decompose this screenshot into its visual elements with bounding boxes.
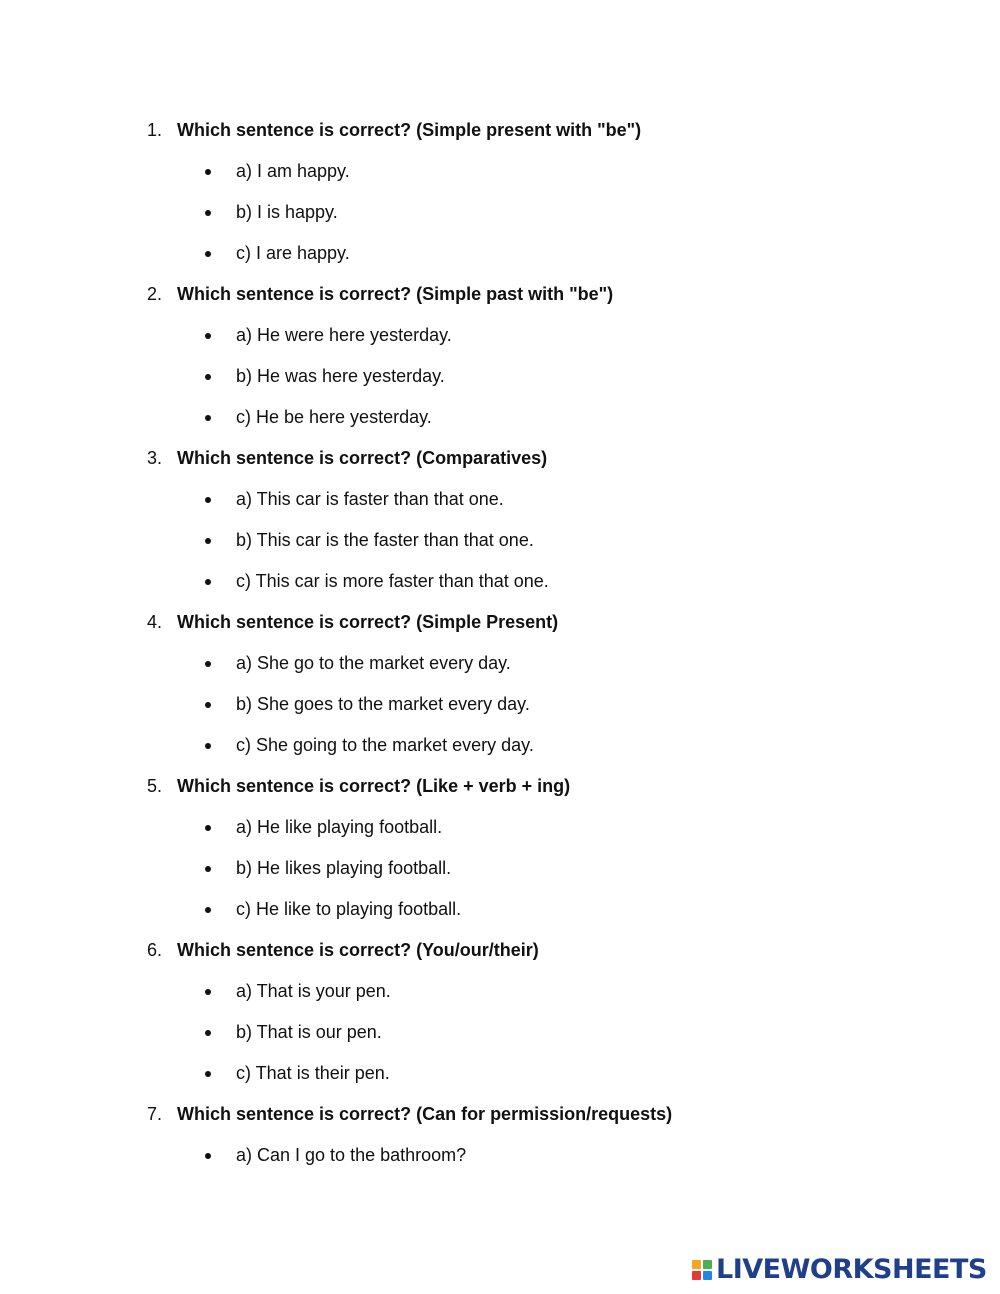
bullet-icon (205, 579, 211, 585)
bullet-icon (205, 333, 211, 339)
answer-option[interactable] (0, 686, 1000, 727)
option-text: c) I are happy. (236, 243, 350, 263)
bullet-icon (205, 251, 211, 257)
question-text: Which sentence is correct? (Comparatives) (177, 448, 548, 468)
bullet-icon (205, 825, 211, 831)
answer-option[interactable] (0, 153, 1000, 194)
option-text: b) He was here yesterday. (236, 366, 445, 386)
question-header (0, 440, 1000, 481)
option-text: a) He were here yesterday. (236, 325, 452, 345)
question-number: 6. (147, 940, 163, 960)
question-number: 5. (147, 776, 163, 796)
answer-option[interactable] (0, 1014, 1000, 1055)
bullet-icon (205, 169, 211, 175)
option-list (0, 317, 1000, 440)
answer-option[interactable] (0, 850, 1000, 891)
question-header (0, 112, 1000, 153)
option-text: c) He be here yesterday. (236, 407, 432, 427)
option-text: b) This car is the faster than that one. (236, 530, 534, 550)
question-text: Which sentence is correct? (Simple past with "be") (177, 284, 614, 304)
answer-option[interactable] (0, 1055, 1000, 1096)
question-number: 7. (147, 1104, 163, 1124)
question-item (0, 768, 1000, 932)
bullet-icon (205, 661, 211, 667)
answer-option[interactable] (0, 399, 1000, 440)
logo-square-4 (703, 1271, 712, 1280)
option-list (0, 481, 1000, 604)
option-list (0, 1137, 1000, 1178)
question-header (0, 1096, 1000, 1137)
question-item (0, 440, 1000, 604)
option-text: b) I is happy. (236, 202, 338, 222)
answer-option[interactable] (0, 809, 1000, 850)
answer-option[interactable] (0, 973, 1000, 1014)
logo-square-1 (692, 1260, 701, 1269)
question-header (0, 604, 1000, 645)
question-item (0, 1096, 1000, 1178)
option-text: c) That is their pen. (236, 1063, 390, 1083)
answer-option[interactable] (0, 1137, 1000, 1178)
question-item (0, 276, 1000, 440)
answer-option[interactable] (0, 522, 1000, 563)
question-item (0, 604, 1000, 768)
question-text: Which sentence is correct? (You/our/their) (177, 940, 539, 960)
question-header (0, 932, 1000, 973)
question-item (0, 932, 1000, 1096)
answer-option[interactable] (0, 727, 1000, 768)
logo-square-2 (703, 1260, 712, 1269)
question-text: Which sentence is correct? (Can for permission/requests) (177, 1104, 673, 1124)
bullet-icon (205, 1153, 211, 1159)
bullet-icon (205, 497, 211, 503)
bullet-icon (205, 538, 211, 544)
answer-option[interactable] (0, 194, 1000, 235)
answer-option[interactable] (0, 481, 1000, 522)
bullet-icon (205, 989, 211, 995)
question-text: Which sentence is correct? (Simple present with "be") (177, 120, 642, 140)
option-text: b) He likes playing football. (236, 858, 452, 878)
answer-option[interactable] (0, 891, 1000, 932)
logo-square-3 (692, 1271, 701, 1280)
question-number: 1. (147, 120, 163, 140)
bullet-icon (205, 210, 211, 216)
option-text: c) She going to the market every day. (236, 735, 534, 755)
option-text: a) This car is faster than that one. (236, 489, 504, 509)
option-list (0, 645, 1000, 768)
brand-name: LIVEWORKSHEETS (716, 1254, 987, 1285)
bullet-icon (205, 702, 211, 708)
bullet-icon (205, 866, 211, 872)
answer-option[interactable] (0, 235, 1000, 276)
option-text: a) She go to the market every day. (236, 653, 511, 673)
option-text: a) Can I go to the bathroom? (236, 1145, 467, 1165)
question-number: 4. (147, 612, 163, 632)
bullet-icon (205, 415, 211, 421)
bullet-icon (205, 907, 211, 913)
option-text: c) This car is more faster than that one. (236, 571, 549, 591)
answer-option[interactable] (0, 317, 1000, 358)
option-text: c) He like to playing football. (236, 899, 462, 919)
option-list (0, 153, 1000, 276)
question-header (0, 276, 1000, 317)
option-list (0, 809, 1000, 932)
question-text: Which sentence is correct? (Like + verb + ing) (177, 776, 571, 796)
brand-logo (692, 1253, 987, 1287)
option-text: a) He like playing football. (236, 817, 443, 837)
option-list (0, 973, 1000, 1096)
answer-option[interactable] (0, 563, 1000, 604)
question-header (0, 768, 1000, 809)
bullet-icon (205, 1030, 211, 1036)
question-number: 2. (147, 284, 163, 304)
option-text: b) She goes to the market every day. (236, 694, 530, 714)
question-list (0, 112, 1000, 1178)
question-item (0, 112, 1000, 276)
bullet-icon (205, 1071, 211, 1077)
answer-option[interactable] (0, 645, 1000, 686)
liveworksheets-logo-icon (692, 1260, 712, 1280)
option-text: b) That is our pen. (236, 1022, 382, 1042)
answer-option[interactable] (0, 358, 1000, 399)
question-number: 3. (147, 448, 163, 468)
option-text: a) That is your pen. (236, 981, 391, 1001)
option-text: a) I am happy. (236, 161, 350, 181)
question-text: Which sentence is correct? (Simple Present) (177, 612, 559, 632)
bullet-icon (205, 743, 211, 749)
bullet-icon (205, 374, 211, 380)
